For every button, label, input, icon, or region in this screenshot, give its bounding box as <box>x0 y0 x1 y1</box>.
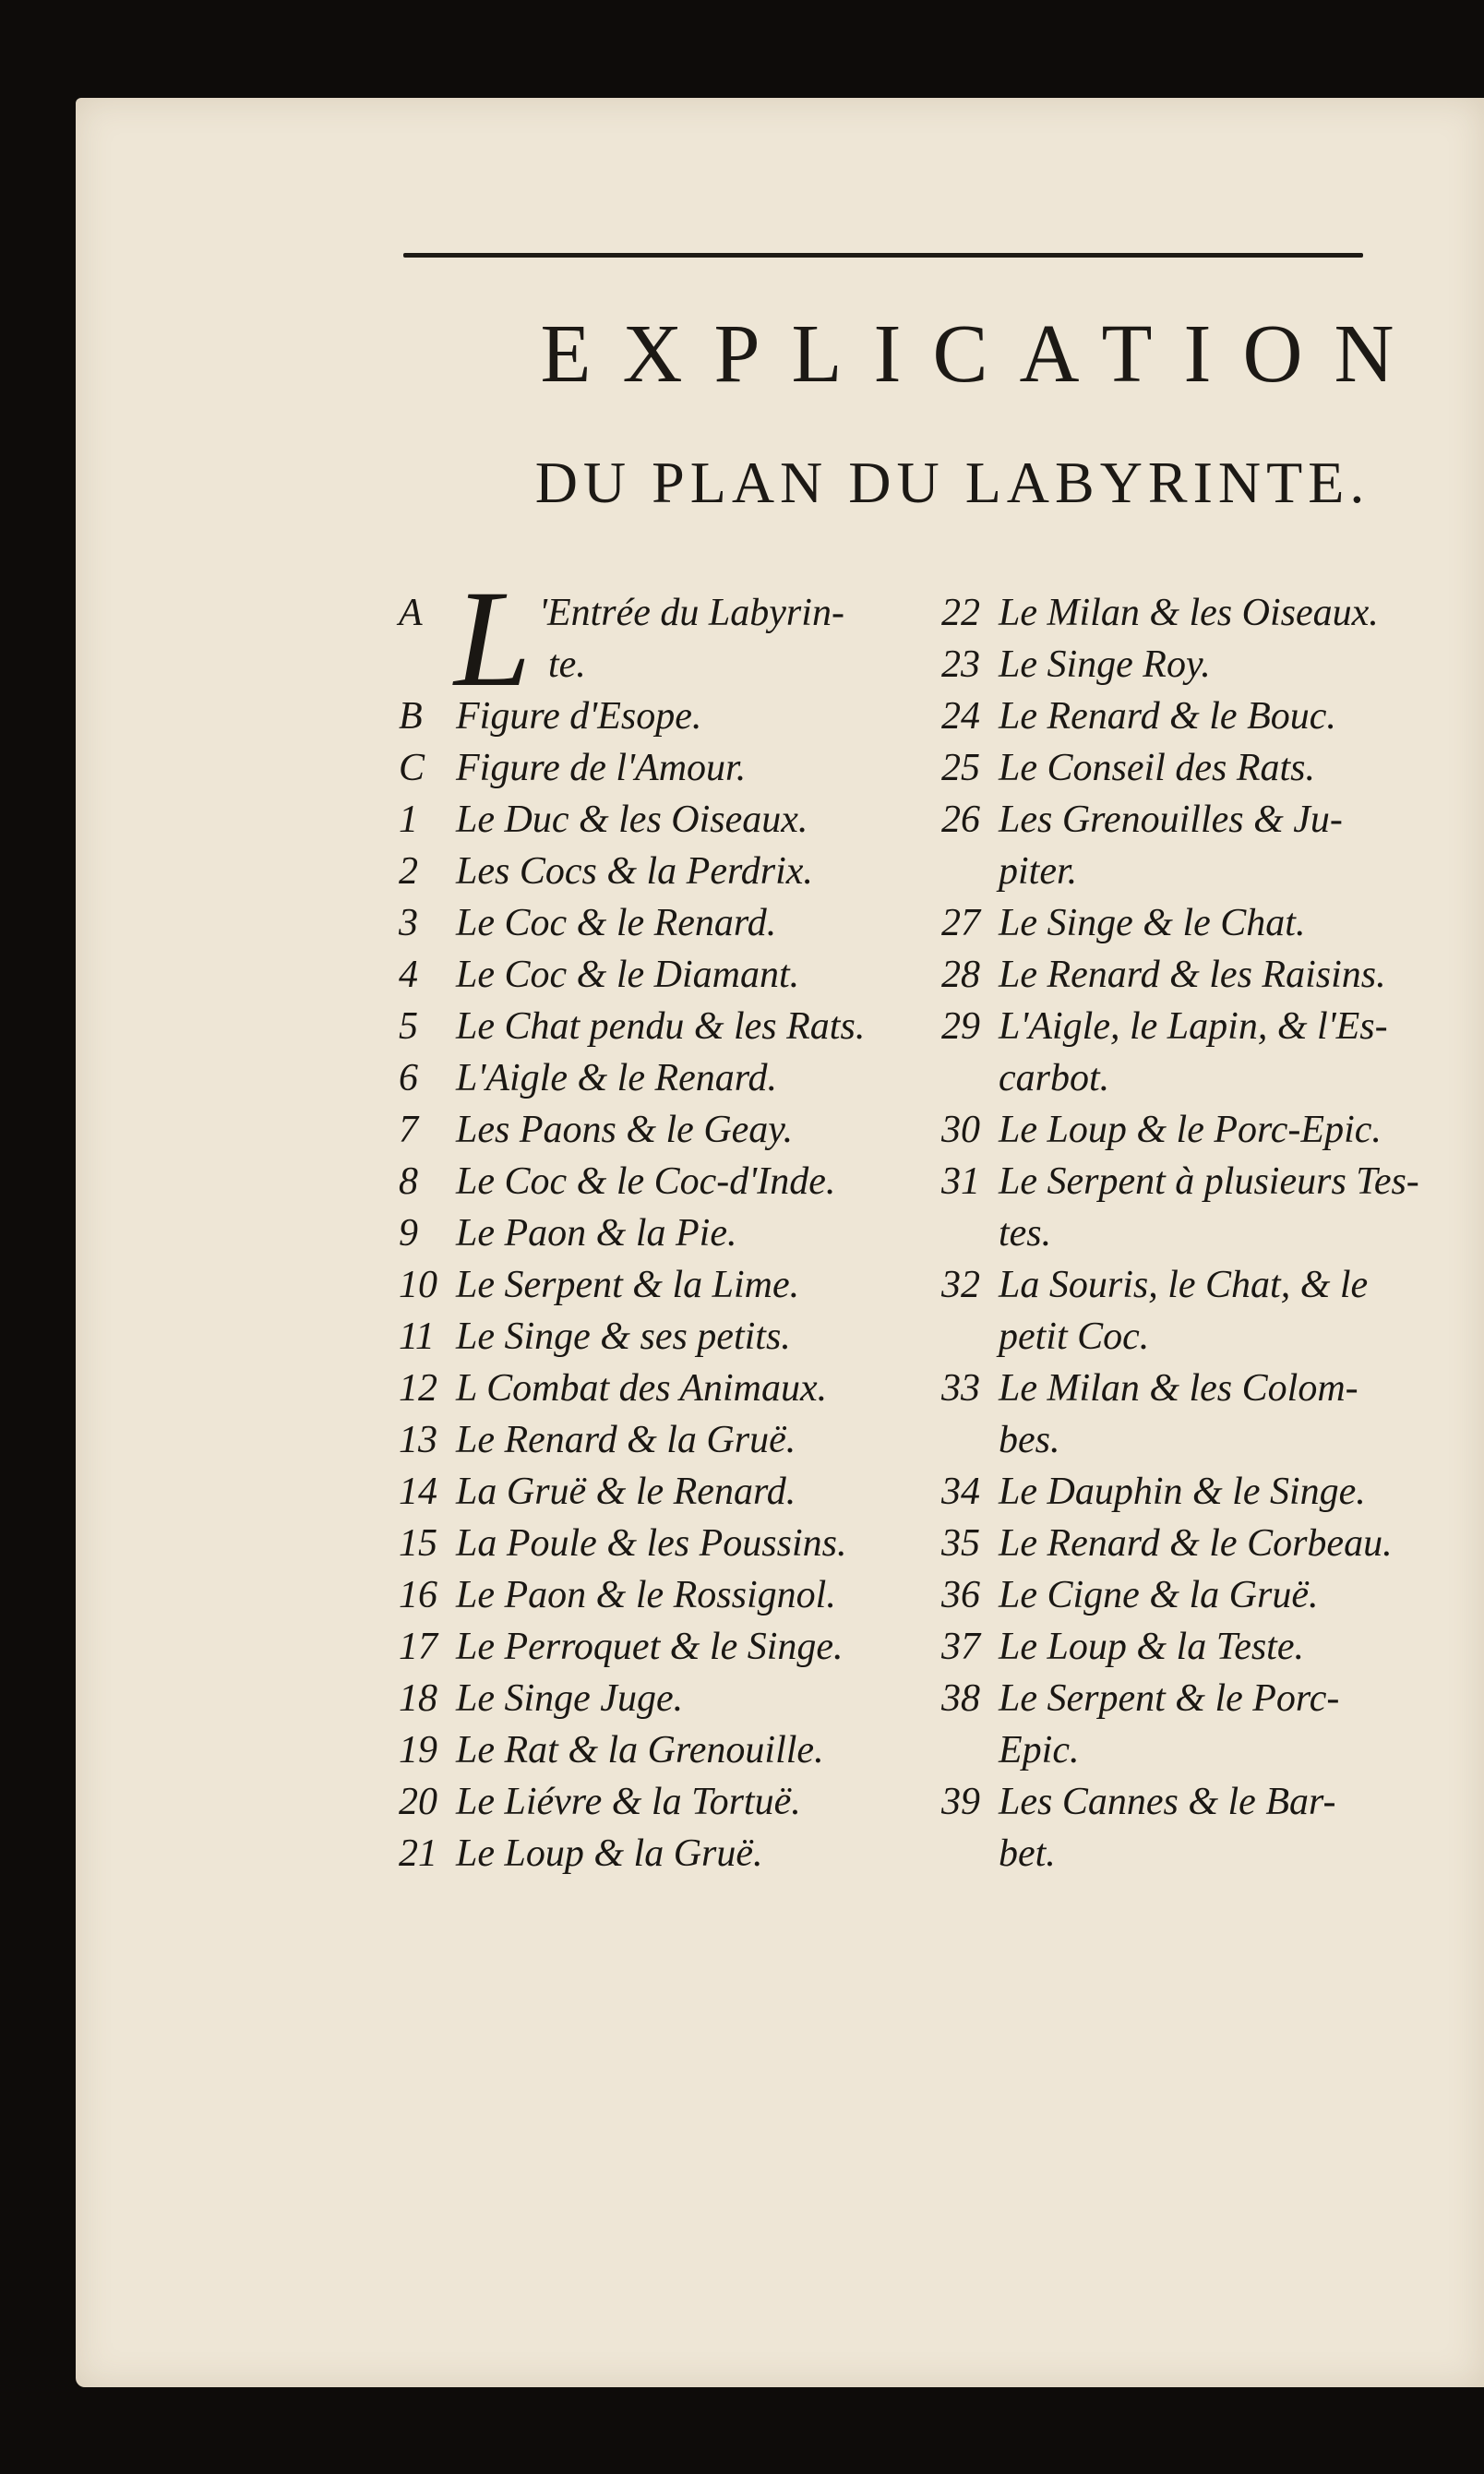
entry-text: Les Cannes & le Bar- <box>999 1781 1336 1823</box>
entry-key: 17 <box>399 1626 437 1668</box>
entry-key: 29 <box>941 1005 980 1048</box>
list-item <box>941 794 1477 846</box>
list-item <box>941 1621 1477 1673</box>
entry-key: 35 <box>941 1522 980 1565</box>
entry-key: 23 <box>941 643 980 686</box>
entry-key: 6 <box>399 1057 418 1099</box>
list-item <box>399 1466 962 1518</box>
entry-key: 21 <box>399 1832 437 1875</box>
entry-key: 13 <box>399 1419 437 1461</box>
entry-text: Le Perroquet & le Singe. <box>456 1626 844 1668</box>
page-title: EXPLICATION <box>540 308 1426 400</box>
entry-key: 4 <box>399 954 418 996</box>
list-item <box>941 691 1477 742</box>
entry-text: Le Serpent & le Porc- <box>999 1677 1340 1720</box>
entry-key: 8 <box>399 1160 418 1203</box>
entry-key: 31 <box>941 1160 980 1203</box>
entry-continuation: bes. <box>999 1419 1060 1461</box>
drop-cap: L <box>454 562 532 715</box>
entry-key: 33 <box>941 1367 980 1410</box>
entry-text: Le Serpent & la Lime. <box>456 1264 800 1306</box>
entry-text: Le Loup & le Porc-Epic. <box>999 1109 1382 1151</box>
entry-key: 2 <box>399 850 418 893</box>
list-item <box>941 1104 1477 1156</box>
entry-text: Le Milan & les Oiseaux. <box>999 592 1379 634</box>
entry-text: Le Milan & les Colom- <box>999 1367 1358 1410</box>
entry-text: La Souris, le Chat, & le <box>999 1264 1369 1306</box>
entry-key: 10 <box>399 1264 437 1306</box>
entry-text: Le Renard & le Corbeau. <box>999 1522 1393 1565</box>
entry-key: 18 <box>399 1677 437 1720</box>
entry-key: 25 <box>941 747 980 789</box>
entry-text: L'Aigle, le Lapin, & l'Es- <box>999 1005 1388 1048</box>
entry-key: 39 <box>941 1781 980 1823</box>
list-item <box>941 949 1477 1001</box>
entry-text: Le Paon & le Rossignol. <box>456 1574 836 1616</box>
header-rule <box>403 253 1363 258</box>
list-item <box>399 1621 962 1673</box>
list-item <box>399 1104 962 1156</box>
list-item <box>399 949 962 1001</box>
entry-key: 16 <box>399 1574 437 1616</box>
list-item <box>941 897 1477 949</box>
list-item <box>399 1724 962 1776</box>
entry-text: Le Singe Roy. <box>999 643 1211 686</box>
entry-key: 27 <box>941 902 980 944</box>
entry-text: Le Coc & le Diamant. <box>456 954 800 996</box>
list-item <box>399 1207 962 1259</box>
entry-key: 11 <box>399 1315 435 1358</box>
entry-key: 12 <box>399 1367 437 1410</box>
list-item <box>941 1569 1477 1621</box>
entry-text: Les Grenouilles & Ju- <box>999 799 1343 841</box>
right-entry-list <box>941 587 1477 1880</box>
list-item <box>941 1001 1477 1052</box>
entry-text: Le Dauphin & le Singe. <box>999 1471 1366 1513</box>
entry-text: La Poule & les Poussins. <box>456 1522 847 1565</box>
entry-text: Le Loup & la Gruë. <box>456 1832 763 1875</box>
list-item <box>941 1156 1477 1207</box>
list-item <box>399 1001 962 1052</box>
list-item <box>399 1414 962 1466</box>
entry-key: B <box>399 695 423 738</box>
entry-key: 5 <box>399 1005 418 1048</box>
entry-text: Le Coc & le Renard. <box>456 902 777 944</box>
list-item <box>941 1673 1477 1724</box>
entry-key: 20 <box>399 1781 437 1823</box>
entry-key: 22 <box>941 592 980 634</box>
entry-continuation: te. <box>548 643 586 686</box>
entry-text: Le Singe Juge. <box>456 1677 684 1720</box>
list-item <box>399 1569 962 1621</box>
entry-text: 'Entrée du Labyrin- <box>539 592 844 634</box>
list-item <box>399 1259 962 1311</box>
entry-text: Le Renard & le Bouc. <box>999 695 1336 738</box>
list-item <box>399 742 962 794</box>
list-item <box>399 1518 962 1569</box>
list-item <box>941 1259 1477 1311</box>
entry-key: 3 <box>399 902 418 944</box>
entry-key: 19 <box>399 1729 437 1771</box>
entry-key: A <box>399 592 423 634</box>
entry-text: L'Aigle & le Renard. <box>456 1057 778 1099</box>
list-item <box>941 1518 1477 1569</box>
entry-key: 28 <box>941 954 980 996</box>
right-column <box>941 587 1477 1880</box>
entry-key: 37 <box>941 1626 980 1668</box>
list-item <box>399 1828 962 1880</box>
entry-text: Le Paon & la Pie. <box>456 1212 737 1255</box>
entry-key: 32 <box>941 1264 980 1306</box>
entry-text: Le Rat & la Grenouille. <box>456 1729 824 1771</box>
entry-text: Figure d'Esope. <box>456 695 702 738</box>
list-item <box>399 897 962 949</box>
entry-text: Le Singe & ses petits. <box>456 1315 791 1358</box>
entry-key: 30 <box>941 1109 980 1151</box>
entry-text: Le Liévre & la Tortuë. <box>456 1781 801 1823</box>
entry-text: Le Renard & la Gruë. <box>456 1419 796 1461</box>
entry-key: 14 <box>399 1471 437 1513</box>
entry-text: Les Cocs & la Perdrix. <box>456 850 813 893</box>
list-item <box>399 1673 962 1724</box>
list-item <box>941 1466 1477 1518</box>
list-item <box>399 1776 962 1828</box>
entry-key: 7 <box>399 1109 418 1151</box>
list-item <box>399 1156 962 1207</box>
book-page <box>76 98 1484 2387</box>
entry-text: Le Singe & le Chat. <box>999 902 1306 944</box>
entry-key: 15 <box>399 1522 437 1565</box>
entry-continuation: petit Coc. <box>999 1315 1150 1358</box>
entry-key: 1 <box>399 799 418 841</box>
list-item <box>941 587 1477 639</box>
entry-key: 36 <box>941 1574 980 1616</box>
entry-key: 24 <box>941 695 980 738</box>
list-item <box>941 1363 1477 1414</box>
entry-text: Le Loup & la Teste. <box>999 1626 1304 1668</box>
entry-text: Le Serpent à plusieurs Tes- <box>999 1160 1419 1203</box>
entry-continuation: bet. <box>999 1832 1056 1875</box>
entry-text: Le Renard & les Raisins. <box>999 954 1386 996</box>
entry-key: 34 <box>941 1471 980 1513</box>
entry-continuation: Epic. <box>999 1729 1080 1771</box>
entry-text: Figure de l'Amour. <box>456 747 747 789</box>
entry-key: 38 <box>941 1677 980 1720</box>
entry-key: 9 <box>399 1212 418 1255</box>
entry-continuation: piter. <box>999 850 1078 893</box>
entry-text: Le Conseil des Rats. <box>999 747 1315 789</box>
list-item <box>941 1776 1477 1828</box>
entry-text: Les Paons & le Geay. <box>456 1109 794 1151</box>
entry-continuation: tes. <box>999 1212 1052 1255</box>
entry-text: La Gruë & le Renard. <box>456 1471 796 1513</box>
entry-text: Le Chat pendu & les Rats. <box>456 1005 866 1048</box>
list-item <box>399 846 962 897</box>
left-column <box>399 562 962 1880</box>
list-item <box>399 1052 962 1104</box>
left-entry-list <box>399 691 962 1880</box>
entry-text: Le Cigne & la Gruë. <box>999 1574 1319 1616</box>
list-item <box>941 639 1477 691</box>
entry-text: L Combat des Animaux. <box>456 1367 828 1410</box>
entry-key: C <box>399 747 425 789</box>
entry-text: Le Coc & le Coc-d'Inde. <box>456 1160 836 1203</box>
list-item <box>399 1311 962 1363</box>
list-item <box>941 742 1477 794</box>
entry-text: Le Duc & les Oiseaux. <box>456 799 808 841</box>
entry-key: 26 <box>941 799 980 841</box>
list-item <box>399 794 962 846</box>
page-subtitle: DU PLAN DU LABYRINTE. <box>534 450 1370 515</box>
entry-continuation: carbot. <box>999 1057 1110 1099</box>
list-item <box>399 1363 962 1414</box>
